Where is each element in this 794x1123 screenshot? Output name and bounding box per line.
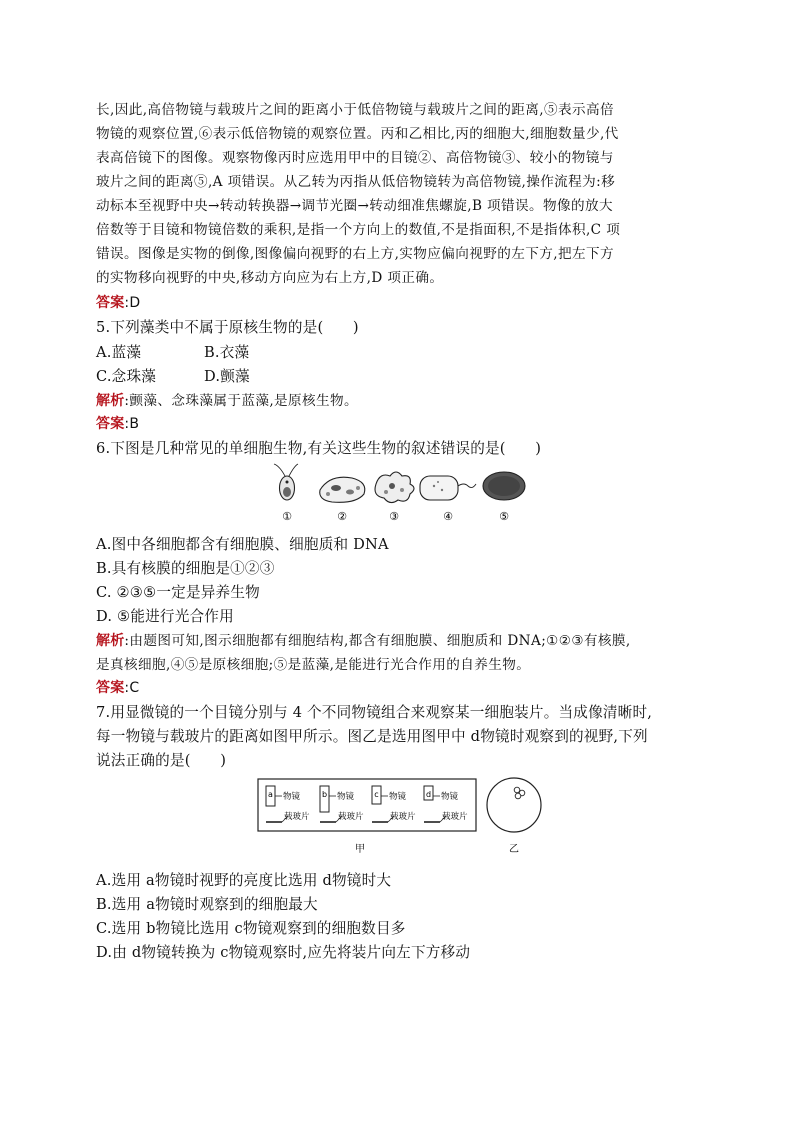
- answer-label: 答案: [96, 416, 125, 432]
- organism-5-drawing: [483, 472, 525, 500]
- question-5-analysis: [96, 389, 358, 410]
- analysis-cont-line: 动标本至视野中央→转动转换器→调节光圈→转动细准焦螺旋,B 项错误。物像的放大: [96, 198, 613, 214]
- question-7-option-d: D.由 d物镜转换为 c物镜观察时,应先将装片向左下方移动: [96, 944, 471, 961]
- answer-value: :B: [124, 416, 140, 432]
- lens-letter-d: d: [425, 790, 432, 799]
- question-6-option-b: B.具有核膜的细胞是①②③: [96, 560, 275, 577]
- question-6-analysis-line-2: 是真核细胞,④⑤是原核细胞;⑤是蓝藻,是能进行光合作用的自养生物。: [96, 657, 531, 673]
- figure-label-3: ③: [389, 510, 399, 523]
- question-7-stem-line-3: 说法正确的是( ): [96, 752, 227, 769]
- lens-letter-b: b: [321, 790, 328, 799]
- organism-2-drawing: [320, 477, 365, 502]
- answer-label: 答案: [96, 295, 125, 311]
- question-6-answer: [96, 677, 139, 697]
- organism-4-drawing: [420, 476, 476, 500]
- analysis-cont-line: 玻片之间的距离⑤,A 项错误。从乙转为丙指从低倍物镜转为高倍物镜,操作流程为:移: [96, 174, 616, 190]
- microscope-lens-figure: [254, 776, 550, 856]
- figure-yi-field-of-view: [487, 778, 541, 832]
- question-6-stem: 6.下图是几种常见的单细胞生物,有关这些生物的叙述错误的是( ): [96, 440, 542, 457]
- slide-label: 载玻片: [442, 812, 468, 822]
- question-6-option-d: D. ⑤能进行光合作用: [96, 608, 234, 625]
- question-5-stem: 5.下列藻类中不属于原核生物的是( ): [96, 319, 359, 336]
- figure-label-1: ①: [282, 510, 292, 523]
- analysis-cont-line: 物镜的观察位置,⑥表示低倍物镜的观察位置。丙和乙相比,丙的细胞大,细胞数量少,代: [96, 126, 619, 142]
- figure-caption-jia: 甲: [355, 844, 365, 855]
- figure-caption-yi: 乙: [509, 844, 519, 855]
- slide-label: 载玻片: [338, 812, 364, 822]
- option-c: C.念珠藻: [96, 368, 157, 385]
- figure-label-2: ②: [337, 510, 347, 523]
- organism-1-drawing: [274, 464, 298, 500]
- option-d: D.颤藻: [204, 368, 250, 385]
- lens-letter-c: c: [374, 790, 379, 799]
- slide-label: 载玻片: [284, 812, 310, 822]
- slide-label: 载玻片: [390, 812, 416, 822]
- lens-label: 物镜: [283, 792, 301, 802]
- answer-value: :C: [124, 680, 140, 696]
- option-b: B.衣藻: [204, 344, 250, 361]
- question-7-option-a: A.选用 a物镜时视野的亮度比选用 d物镜时大: [96, 872, 392, 889]
- lens-label: 物镜: [441, 792, 459, 802]
- figure-label-4: ④: [443, 510, 453, 523]
- lens-letter-a: a: [268, 790, 273, 799]
- analysis-cont-line: 倍数等于目镜和物镜倍数的乘积,是指一个方向上的数值,不是指面积,不是指体积,C 项: [96, 222, 621, 238]
- analysis-cont-line: 表高倍镜下的图像。观察物像丙时应选用甲中的目镜②、高倍物镜③、较小的物镜与: [96, 150, 614, 166]
- question-5-answer: [96, 413, 139, 433]
- question-5-options-row-1: [96, 341, 249, 362]
- question-7-option-c: C.选用 b物镜比选用 c物镜观察到的细胞数目多: [96, 920, 406, 937]
- analysis-label: 解析: [96, 393, 125, 409]
- question-6-analysis: [96, 629, 631, 650]
- question-5-options-row-2: [96, 365, 250, 386]
- lens-label: 物镜: [337, 792, 355, 802]
- question-6-option-a: A.图中各细胞都含有细胞膜、细胞质和 DNA: [96, 536, 389, 553]
- analysis-cont-line: 的实物移向视野的中央,移动方向应为右上方,D 项正确。: [96, 270, 444, 286]
- option-a: A.蓝藻: [96, 344, 142, 361]
- analysis-text: :由题图可知,图示细胞都有细胞结构,都含有细胞膜、细胞质和 DNA;①②③有核膜,: [124, 633, 631, 649]
- lens-label: 物镜: [389, 792, 407, 802]
- organism-3-drawing: [375, 472, 414, 503]
- answer-label: 答案: [96, 680, 125, 696]
- question-7-option-b: B.选用 a物镜时观察到的细胞最大: [96, 896, 318, 913]
- analysis-label: 解析: [96, 633, 125, 649]
- answer-value: :D: [124, 295, 141, 311]
- answer-line: [96, 292, 140, 312]
- figure-label-5: ⑤: [499, 510, 509, 523]
- question-7-stem-line-1: 7.用显微镜的一个目镜分别与 4 个不同物镜组合来观察某一细胞装片。当成像清晰时,: [96, 704, 653, 721]
- question-7-stem-line-2: 每一物镜与载玻片的距离如图甲所示。图乙是选用图甲中 d物镜时观察到的视野,下列: [96, 728, 648, 745]
- analysis-cont-line: 错误。图像是实物的倒像,图像偏向视野的右上方,实物应偏向视野的左下方,把左下方: [96, 246, 614, 262]
- question-6-option-c: C. ②③⑤一定是异养生物: [96, 584, 260, 601]
- figure-jia-frame: [258, 779, 476, 831]
- analysis-text: :颤藻、念珠藻属于蓝藻,是原核生物。: [124, 393, 359, 409]
- single-cell-organisms-figure: [268, 462, 538, 524]
- analysis-cont-line: 长,因此,高倍物镜与载玻片之间的距离小于低倍物镜与载玻片之间的距离,⑤表示高倍: [96, 102, 614, 118]
